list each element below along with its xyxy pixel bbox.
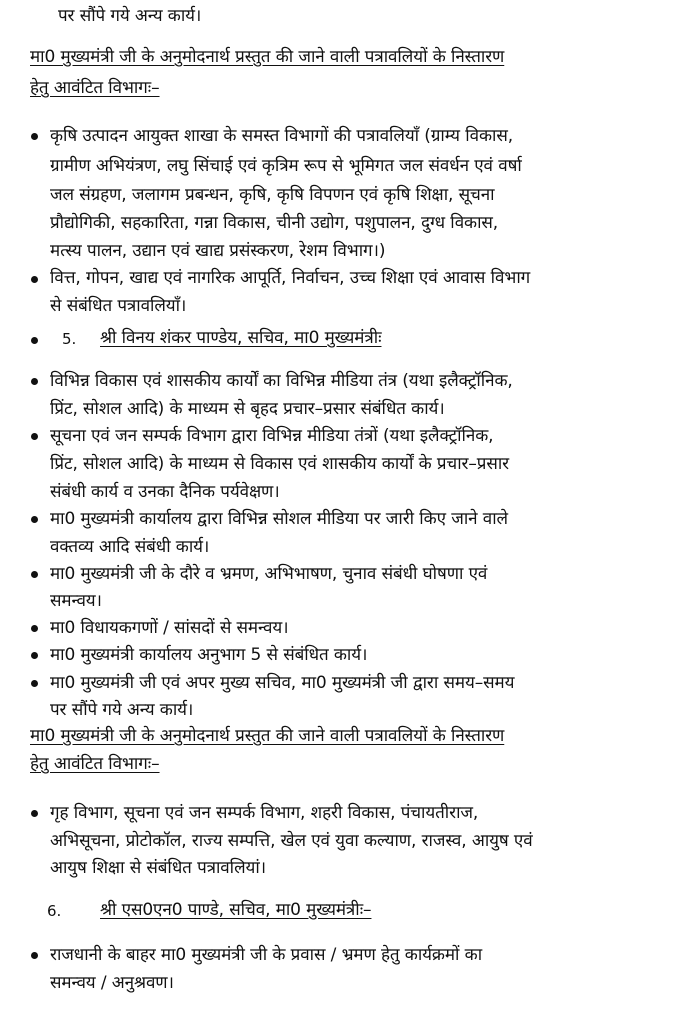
section-heading-line: हेतु आवंटित विभागः– bbox=[30, 78, 160, 98]
list-item-line: प्रौद्योगिकी, सहकारिता, गन्ना विकास, चीनी उद्योग, पशुपालन, दुग्ध विकास, bbox=[50, 213, 499, 233]
list-item-line: वित्त, गोपन, खाद्य एवं नागरिक आपूर्ति, निर्वाचन, उच्च शिक्षा एवं आवास विभाग bbox=[50, 268, 531, 288]
section-number: 5. bbox=[62, 330, 77, 348]
bullet-marker bbox=[31, 276, 38, 283]
bullet-marker bbox=[31, 810, 38, 817]
list-item-line: गृह विभाग, सूचना एवं जन सम्पर्क विभाग, शहरी विकास, पंचायतीराज, bbox=[50, 803, 479, 823]
list-item-line: मा0 मुख्यमंत्री जी के दौरे व भ्रमण, अभिभाषण, चुनाव संबंधी घोषणा एवं bbox=[50, 564, 488, 584]
bullet-marker bbox=[31, 133, 38, 140]
list-item-line: राजधानी के बाहर मा0 मुख्यमंत्री जी के प्रवास / भ्रमण हेतु कार्यक्रमों का bbox=[50, 945, 483, 965]
list-item-line: पर सौंपे गये अन्य कार्य। bbox=[50, 700, 194, 720]
list-item-line: मत्स्य पालन, उद्यान एवं खाद्य प्रसंस्करण, रेशम विभाग।) bbox=[50, 241, 386, 261]
section-heading-line: मा0 मुख्यमंत्री जी के अनुमोदनार्थ प्रस्तुत की जाने वाली पत्रावलियों के निस्तारण bbox=[30, 47, 505, 67]
section-heading-line: मा0 मुख्यमंत्री जी के अनुमोदनार्थ प्रस्तुत की जाने वाली पत्रावलियों के निस्तारण bbox=[30, 726, 505, 746]
section-heading-line: हेतु आवंटित विभागः– bbox=[30, 754, 160, 774]
section-title: श्री विनय शंकर पाण्डेय, सचिव, मा0 मुख्यमंत्रीः bbox=[100, 328, 382, 348]
list-item-line: विभिन्न विकास एवं शासकीय कार्यों का विभिन्न मीडिया तंत्र (यथा इलैक्ट्रॉनिक, bbox=[50, 371, 513, 391]
bullet-marker bbox=[31, 516, 38, 523]
section-number: 6. bbox=[47, 902, 62, 920]
list-item-line: समन्वय / अनुश्रवण। bbox=[50, 973, 174, 993]
list-item-line: मा0 मुख्यमंत्री कार्यालय अनुभाग 5 से संबंधित कार्य। bbox=[50, 645, 368, 665]
list-item-line: कृषि उत्पादन आयुक्त शाखा के समस्त विभागों की पत्रावलियाँ (ग्राम्य विकास, bbox=[50, 126, 514, 146]
list-item-line: प्रिंट, सोशल आदि) के माध्यम से बृहद प्रचार–प्रसार संबंधित कार्य। bbox=[50, 399, 445, 419]
list-item-line: वक्तव्य आदि संबंधी कार्य। bbox=[50, 537, 210, 557]
list-item-line: से संबंधित पत्रावलियाँ। bbox=[50, 296, 187, 316]
section-title: श्री एस0एन0 पाण्डे, सचिव, मा0 मुख्यमंत्रीः– bbox=[100, 900, 372, 920]
carry-over-line: पर सौंपे गये अन्य कार्य। bbox=[58, 6, 202, 26]
list-item-line: जल संग्रहण, जलागम प्रबन्धन, कृषि, कृषि विपणन एवं कृषि शिक्षा, सूचना bbox=[50, 185, 495, 205]
list-item-line: समन्वय। bbox=[50, 591, 102, 611]
list-item-line: मा0 मुख्यमंत्री जी एवं अपर मुख्य सचिव, मा0 मुख्यमंत्री जी द्वारा समय–समय bbox=[50, 673, 515, 693]
bullet-marker bbox=[31, 571, 38, 578]
list-item-line: सूचना एवं जन सम्पर्क विभाग द्वारा विभिन्न मीडिया तंत्रों (यथा इलैक्ट्रॉनिक, bbox=[50, 426, 494, 446]
bullet-marker bbox=[31, 652, 38, 659]
list-item-line: मा0 विधायकगणों / सांसदों से समन्वय। bbox=[50, 618, 289, 638]
list-item-line: संबंधी कार्य व उनका दैनिक पर्यवेक्षण। bbox=[50, 482, 280, 502]
bullet-marker bbox=[31, 433, 38, 440]
bullet-marker bbox=[31, 625, 38, 632]
list-item-line: अभिसूचना, प्रोटोकॉल, राज्य सम्पत्ति, खेल एवं युवा कल्याण, राजस्व, आयुष एवं bbox=[50, 831, 533, 851]
list-item-line: प्रिंट, सोशल आदि) के माध्यम से विकास एवं शासकीय कार्यों के प्रचार–प्रसार bbox=[50, 454, 509, 474]
list-item-line: ग्रामीण अभियंत्रण, लघु सिंचाई एवं कृत्रिम रूप से भूमिगत जल संवर्धन एवं वर्षा bbox=[50, 156, 522, 176]
bullet-marker bbox=[31, 337, 38, 344]
list-item-line: मा0 मुख्यमंत्री कार्यालय द्वारा विभिन्न सोशल मीडिया पर जारी किए जाने वाले bbox=[50, 509, 508, 529]
bullet-marker bbox=[31, 680, 38, 687]
bullet-marker bbox=[31, 378, 38, 385]
bullet-marker bbox=[31, 952, 38, 959]
list-item-line: आयुष शिक्षा से संबंधित पत्रावलियां। bbox=[50, 858, 266, 878]
